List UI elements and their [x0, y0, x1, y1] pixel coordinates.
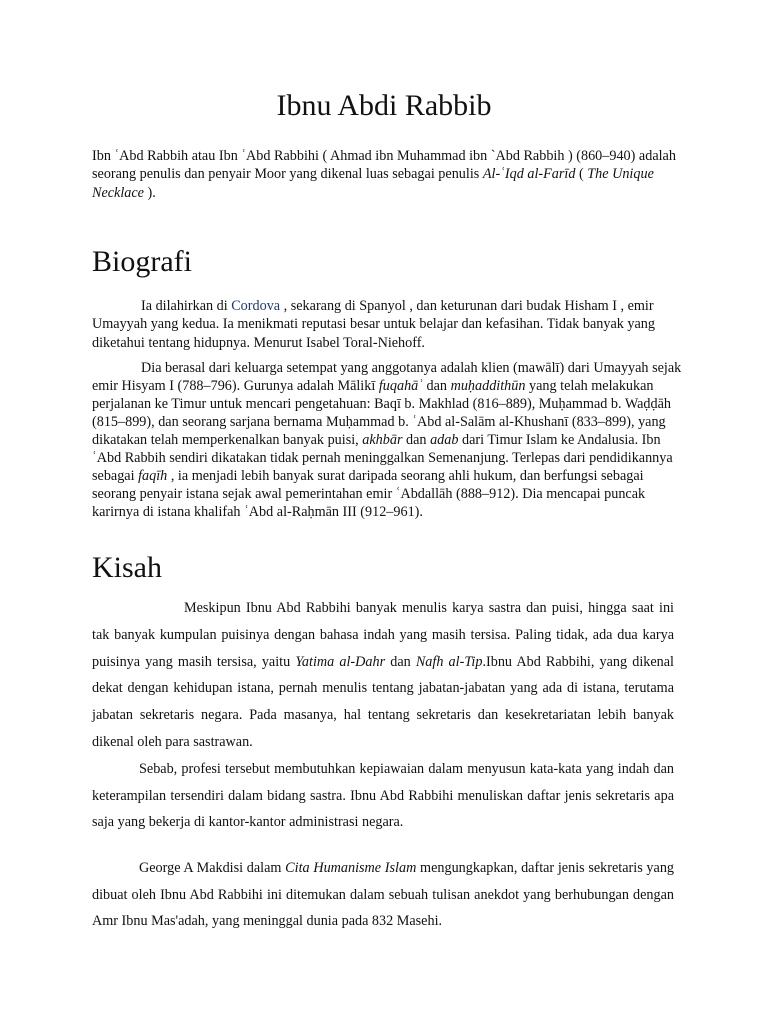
biografi-paragraph-1 [92, 297, 682, 352]
bio2-term-muhaddithun: muḥaddithūn [450, 378, 526, 395]
intro-text-1: Ibn ʿAbd Rabbih atau Ibn ʿAbd Rabbihi ( Ahmad ibn Muhammad ibn `Abd Rabbih ) (860–940) adalah seorang penulis dan penyair Moor yang dikenal luas sebagai penulis [92, 148, 676, 183]
heading-kisah: Kisah [92, 551, 162, 584]
intro-work-english-title: The Unique Necklace [92, 166, 654, 201]
bio2-term-faqih: faqīh [138, 468, 168, 485]
kisah-paragraph-3 [92, 855, 674, 935]
intro-paragraph [92, 147, 682, 202]
bio2-term-fuqaha: fuqahāʾ [378, 378, 423, 395]
bio1-text-1: Ia dilahirkan di [141, 298, 232, 314]
bio1-text-2: , sekarang di Spanyol , dan keturunan dari budak Hisham I , emir Umayyah yang kedua. Ia menikmati reputasi besar untuk belajar dan kefasihan. Tidak banyak yang diketahui tentang hidupnya. Menurut Isabel Toral-Niehoff. [92, 298, 655, 351]
bio2-text-5: dari Timur Islam ke Andalusia. Ibn ʿAbd Rabbih sendiri dikatakan tidak pernah meninggalkan Semenanjung. Terlepas dari pendidikannya sebagai [92, 432, 673, 485]
intro-work-title: Al-ʿIqd al-Farīd [482, 166, 576, 183]
intro-text-3: ). [143, 184, 156, 201]
kisah3-text-2: mengungkapkan, daftar jenis sekretaris yang dibuat oleh Ibnu Abd Rabbihi ini ditemukan dalam sebuah tulisan anekdot yang berhubungan dengan Amr Ibnu Mas'adah, yang meninggal dunia pada 832 Masehi. [92, 860, 675, 929]
document-title: Ibnu Abdi Rabbib [276, 89, 492, 122]
intro-text-2: ( [575, 166, 588, 183]
bio2-text-2: dan [422, 378, 451, 395]
cordova-link[interactable]: Cordova [231, 298, 281, 314]
kisah-paragraph-1 [92, 595, 674, 756]
bio2-term-akhbar: akhbār [362, 432, 403, 449]
kisah-paragraph-2: Sebab, profesi tersebut membutuhkan kepiawaian dalam menyusun kata-kata yang indah dan keterampilan tersendiri dalam bidang sastra. Ibnu Abd Rabbihi menuliskan daftar jenis sekretaris apa saja yang bekerja di kantor-kantor administrasi negara. [92, 761, 674, 830]
kisah3-book-title: Cita Humanisme Islam [285, 860, 417, 876]
bio2-text-3: yang telah melakukan perjalanan ke Timur untuk mencari pengetahuan: Baqī b. Makhlad (816–889), Muḥammad b. Waḍḍāh (815–899), dan seorang sarjana bernama Muḥammad b. ʿAbd al-Salām al-Khushanī (833–899), yang dikatakan telah memperkenalkan banyak puisi, [92, 378, 671, 449]
kisah1-text-2: dan [385, 653, 416, 670]
kisah1-text-1: Meskipun Ibnu Abd Rabbihi banyak menulis karya sastra dan puisi, hingga saat ini tak banyak kumpulan puisinya dengan bahasa indah yang masih tersisa. Paling tidak, ada dua karya puisinya yang masih tersisa, yaitu [92, 600, 674, 670]
kisah3-text-1: George A Makdisi dalam [139, 860, 286, 876]
heading-biografi: Biografi [92, 245, 192, 278]
kisah1-work-yatima: Yatima al-Dahr [295, 653, 386, 670]
biografi-paragraph-2 [92, 359, 682, 521]
kisah1-text-3: .Ibnu Abd Rabbihi, yang dikenal dekat dengan kehidupan istana, pernah menulis tentang jabatan-jabatan yang ada di istana, terutama jabatan sekretaris negara. Pada masanya, hal tentang sekretaris dan kesekretariatan lebih banyak dikenal oleh para sastrawan. [92, 653, 674, 750]
bio2-text-4: dan [402, 432, 431, 449]
kisah1-work-nafh: Nafh al-Tip [415, 653, 483, 670]
bio2-term-adab: adab [430, 432, 459, 449]
bio2-text-1: Dia berasal dari keluarga setempat yang anggotanya adalah klien (mawālī) dari Umayyah sejak emir Hisyam I (788–796). Gurunya adalah Mālikī [92, 360, 682, 395]
bio2-text-6: , ia menjadi lebih banyak surat daripada seorang ahli hukum, dan berfungsi sebagai seorang penyair istana sejak awal pemerintahan emir ʿAbdallāh (888–912). Dia mencapai puncak karirnya di istana khalifah ʿAbd al-Raḥmān III (912–961). [92, 468, 646, 521]
